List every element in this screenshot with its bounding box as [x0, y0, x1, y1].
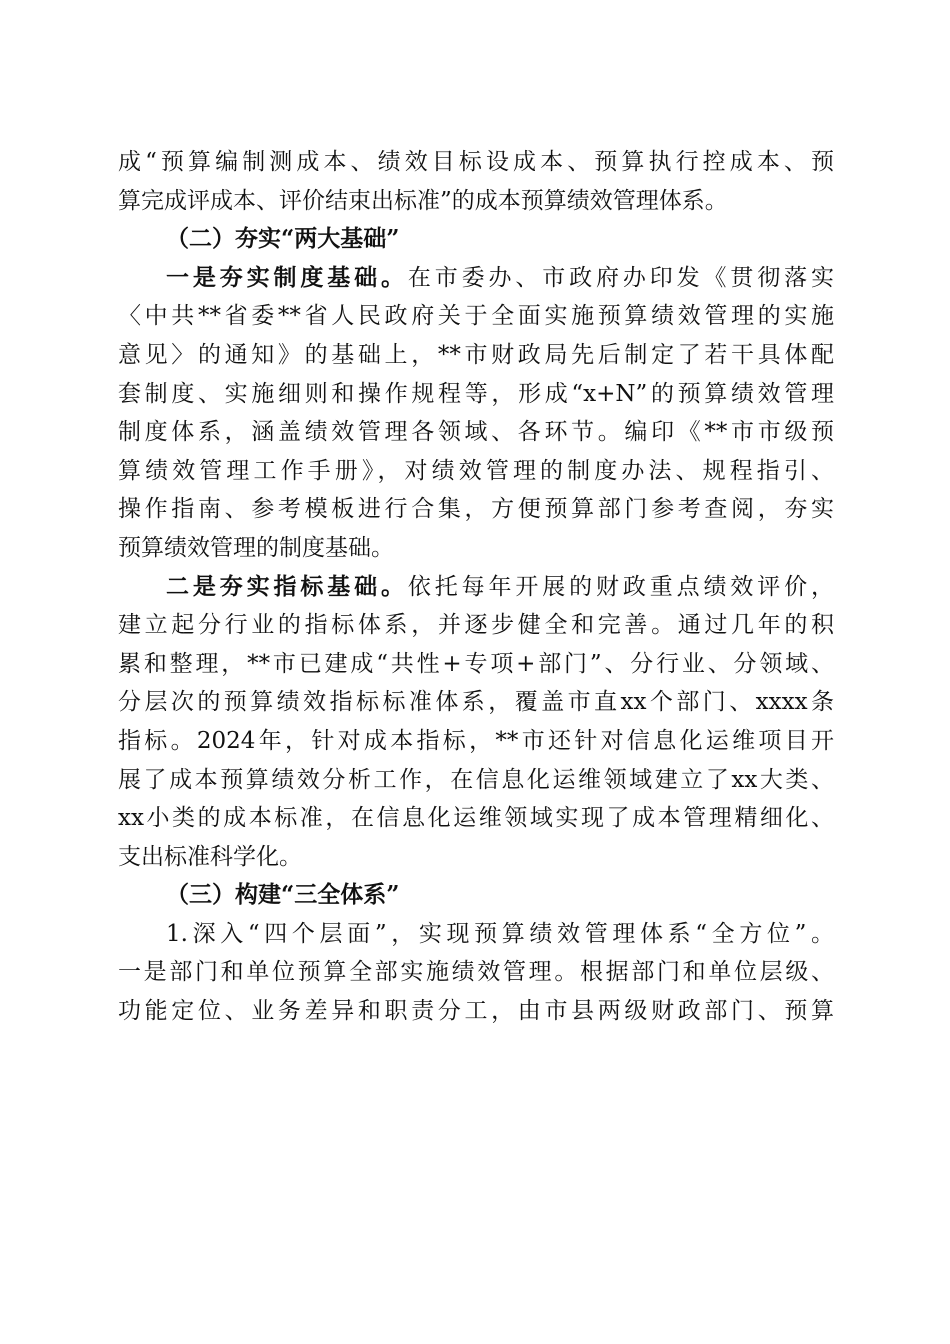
text-line: 一是部门和单位预算全部实施绩效管理。根据部门和单位层级、	[118, 959, 834, 986]
text-line: 意见〉的通知》的基础上，**市财政局先后制定了若干具体配	[118, 341, 834, 368]
text-line: 算完成评成本、评价结束出标准”的成本预算绩效管理体系。	[118, 187, 728, 214]
paragraph-continuation	[118, 143, 834, 220]
text-line: 指标。2024年，针对成本指标，**市还针对信息化运维项目开	[118, 727, 834, 754]
text-line: 建立起分行业的指标体系，并逐步健全和完善。通过几年的积	[118, 612, 834, 639]
text-line: 累和整理，**市已建成“共性+专项+部门”、分行业、分领域、	[118, 650, 834, 677]
text-line: 分层次的预算绩效指标标准体系，覆盖市直xx个部门、xxxx条	[118, 689, 834, 716]
text-line: 功能定位、业务差异和职责分工，由市县两级财政部门、预算	[118, 998, 834, 1025]
text-line: 1.深入“四个层面”，实现预算绩效管理体系“全方位”。	[166, 920, 834, 947]
text-fragment: 在市委办、市政府办印发《贯彻落实	[407, 264, 834, 291]
paragraph-four-levels	[118, 915, 834, 1031]
text-line: 〈中共**省委**省人民政府关于全面实施预算绩效管理的实施	[118, 303, 834, 330]
text-line: 支出标准科学化。	[118, 843, 302, 870]
text-line: 预算绩效管理的制度基础。	[118, 534, 394, 561]
section-heading-2: （二）夯实“两大基础”	[166, 225, 400, 253]
paragraph-lead: 二是夯实指标基础。	[166, 572, 408, 600]
paragraph-indicator-basis	[118, 568, 834, 877]
text-line: 制度体系，涵盖绩效管理各领域、各环节。编印《**市市级预	[118, 419, 834, 446]
text-line	[118, 259, 834, 298]
text-line: 套制度、实施细则和操作规程等，形成“x+N”的预算绩效管理	[118, 380, 834, 407]
text-line: 算绩效管理工作手册》，对绩效管理的制度办法、规程指引、	[118, 457, 834, 484]
text-line	[118, 568, 834, 607]
text-line: 操作指南、参考模板进行合集，方便预算部门参考查阅，夯实	[118, 496, 834, 523]
text-line: xx小类的成本标准，在信息化运维领域实现了成本管理精细化、	[118, 805, 834, 832]
text-fragment: 依托每年开展的财政重点绩效评价，	[407, 573, 834, 600]
paragraph-institution-basis	[118, 259, 834, 568]
document-body	[118, 143, 834, 1031]
text-line: 展了成本预算绩效分析工作，在信息化运维领域建立了xx大类、	[118, 766, 834, 793]
text-line: 成“预算编制测成本、绩效目标设成本、预算执行控成本、预	[118, 149, 834, 175]
paragraph-lead: 一是夯实制度基础。	[166, 263, 408, 291]
section-heading-3: （三）构建“三全体系”	[166, 881, 400, 909]
